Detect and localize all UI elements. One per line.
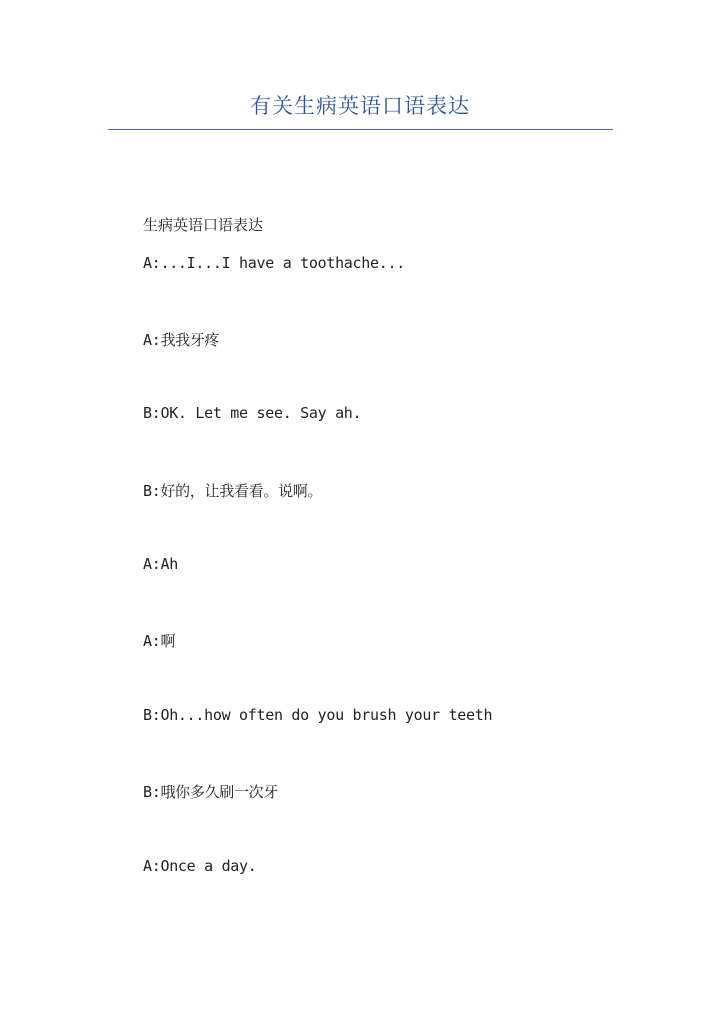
dialogue-line: B:Oh...how often do you brush your teeth — [143, 706, 493, 724]
dialogue-line: A:啊 — [143, 632, 176, 650]
section-heading: 生病英语口语表达 — [143, 216, 264, 234]
dialogue-line: B:OK. Let me see. Say ah. — [143, 404, 362, 422]
dialogue-line: A:Once a day. — [143, 857, 257, 875]
dialogue-line: A:Ah — [143, 555, 178, 573]
title-divider — [108, 129, 613, 130]
dialogue-line: A:我我牙疼 — [143, 331, 220, 349]
dialogue-line: B:哦你多久刷一次牙 — [143, 783, 279, 801]
dialogue-line: A:...I...I have a toothache... — [143, 254, 405, 272]
document-title: 有关生病英语口语表达 — [250, 94, 470, 118]
dialogue-line: B:好的，让我看看。说啊。 — [143, 482, 323, 500]
